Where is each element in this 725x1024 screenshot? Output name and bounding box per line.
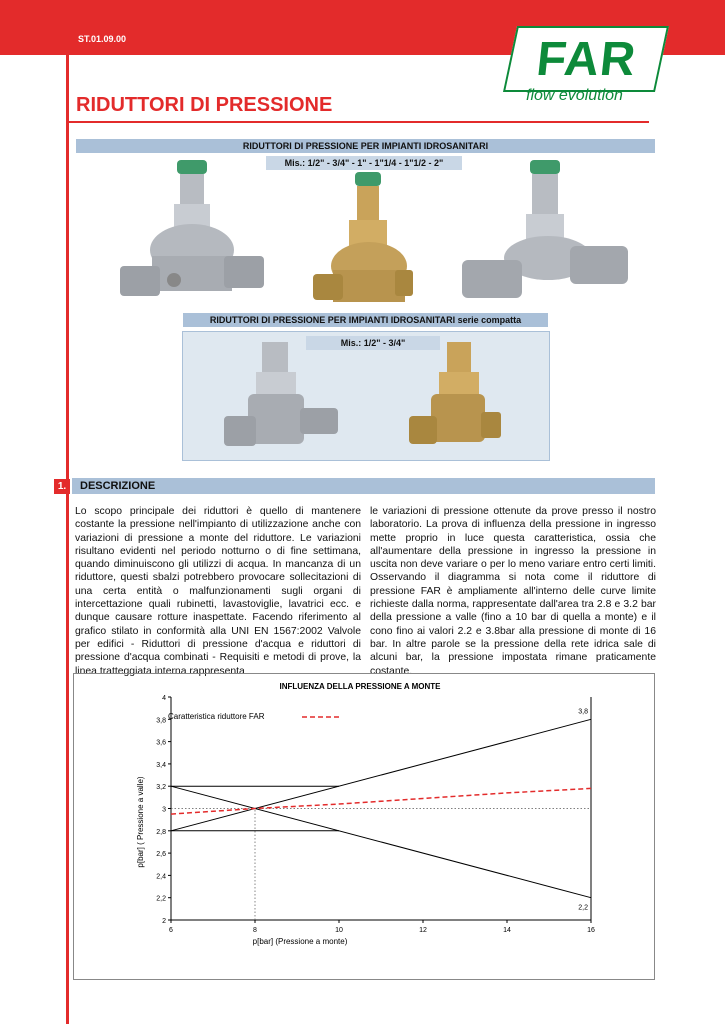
section-title: DESCRIZIONE — [72, 478, 655, 494]
x-tick-label: 14 — [503, 927, 511, 934]
valve-brass-image — [305, 170, 415, 310]
x-tick-label: 12 — [419, 927, 427, 934]
section-number: 1. — [54, 479, 70, 494]
far-logo — [503, 26, 669, 92]
section-compact-sizes: Mis.: 1/2" - 3/4" — [306, 336, 440, 350]
y-tick-label: 2,2 — [156, 895, 166, 903]
y-tick-label: 3 — [162, 806, 166, 814]
limit-line — [171, 786, 591, 898]
x-tick-label: 6 — [169, 927, 173, 934]
x-tick-label: 8 — [253, 927, 257, 934]
valve-chrome-union-image — [458, 158, 633, 308]
end-label-upper: 3,8 — [578, 708, 588, 716]
y-tick-label: 3,6 — [156, 739, 166, 747]
x-tick-label: 10 — [335, 927, 343, 934]
logo-text: FAR — [533, 32, 639, 86]
y-tick-label: 4 — [162, 695, 166, 702]
tagline: flow evolution — [526, 87, 623, 104]
chart-title: INFLUENZA DELLA PRESSIONE A MONTE — [279, 682, 441, 691]
valve-chrome-image — [112, 158, 272, 313]
end-label-lower: 2,2 — [578, 904, 588, 912]
y-tick-label: 2,8 — [156, 828, 166, 836]
page-title: RIDUTTORI DI PRESSIONE — [76, 94, 333, 116]
y-axis-label: p[bar] ( Pressione a valle) — [136, 776, 145, 868]
y-tick-label: 2,6 — [156, 851, 166, 859]
x-axis-label: p[bar] (Pressione a monte) — [252, 937, 348, 946]
document-code: ST.01.09.00 — [78, 34, 127, 44]
title-underline — [69, 121, 649, 123]
description-column-1: Lo scopo principale dei riduttori è quello di mantenere costante la pressione nell'impianto di utilizzazione anche con variazioni di pressione a monte del riduttore. Le variazioni risultano evidenti nel periodo notturno o di fine settimana, quando diminuiscono gli utilizzi di acqua. In mancanza di un riduttore, questi sbalzi potrebbero provocare sollecitazioni di una certa entità o malfunzionamenti sugli organi di intercettazione quali rubinetti, lavastoviglie, lavatrici ecc. e dunque causare rotture inaspettate. Facendo riferimento al grafico stilato in conformità alla UNI EN 1567:2002 Valvole per edifici - Riduttori di pressione d'acqua e riduttori di pressione d'acqua combinati - Requisiti e metodi di prove, la linea tratteggiata interna rappresenta — [75, 506, 361, 677]
y-tick-label: 3,4 — [156, 761, 166, 769]
y-tick-label: 2 — [162, 918, 166, 925]
chart-frame — [73, 673, 655, 980]
x-tick-label: 16 — [587, 927, 595, 934]
section-top-heading: RIDUTTORI DI PRESSIONE PER IMPIANTI IDROSANITARI — [76, 139, 655, 153]
y-tick-label: 3,2 — [156, 784, 166, 792]
section-compact-heading: RIDUTTORI DI PRESSIONE PER IMPIANTI IDROSANITARI serie compatta — [183, 313, 548, 327]
far-series-line — [171, 788, 591, 814]
legend-label: Caratteristica riduttore FAR — [168, 712, 265, 721]
description-column-2: le variazioni di pressione ottenute da prove presso il nostro laboratorio. La prova di influenza della pressione in ingresso mette proprio in luce questa caratteristica, ossia che all'aumentare della pressione in ingresso la pressione in uscita non deve variare o per lo meno variare entro certi limiti. Osservando il diagramma si nota come il riduttore di pressione FAR è ampliamente all'interno delle curve limite richieste dalla norma, rappresentate dall'area tra 2.8 e 3.2 bar della pressione a valle (fino a 10 bar di quella a monte) e il cono fino ai valori 2.2 e 3.8bar alla pressione di monte di 16 bar. In altre parole se la pressione della rete idrica sale di alcuni bar, la pressione impostata rimane praticamente costante. — [370, 506, 656, 677]
limit-line — [171, 719, 591, 831]
margin-rule — [66, 0, 69, 1024]
section-top-sizes: Mis.: 1/2" - 3/4" - 1" - 1"1/4 - 1"1/2 - 2" — [266, 156, 462, 170]
compact-valve-brass-image — [405, 338, 505, 456]
pressure-chart — [74, 674, 654, 979]
compact-valve-chrome-image — [220, 338, 345, 456]
y-tick-label: 2,4 — [156, 873, 166, 881]
y-tick-label: 3,8 — [156, 717, 166, 725]
